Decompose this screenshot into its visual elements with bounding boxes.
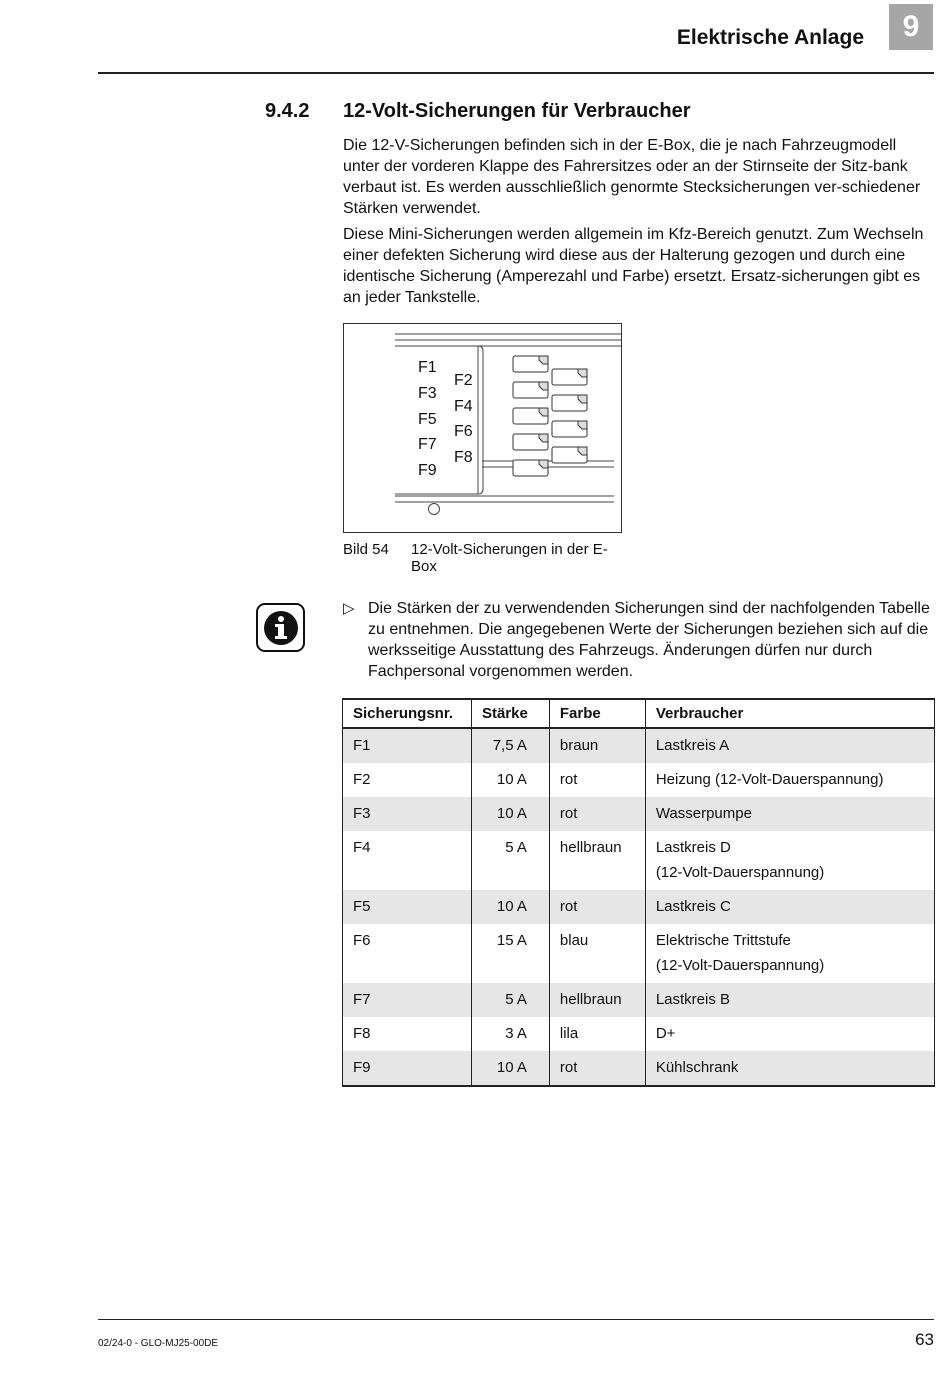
fuse-slot	[552, 421, 587, 437]
section-title: 12-Volt-Sicherungen für Verbraucher	[343, 100, 691, 122]
column-header-color: Farbe	[549, 699, 645, 728]
fuse-amperage-cell: 10 A	[471, 763, 549, 797]
table-row	[343, 983, 935, 1017]
fuse-label-f2: F2	[454, 372, 473, 389]
table-row	[343, 797, 935, 831]
fuse-color-cell: braun	[549, 728, 645, 763]
info-icon	[256, 603, 305, 652]
consumer-text: Wasserpumpe	[655, 805, 752, 822]
footer-rule	[98, 1319, 934, 1320]
fuse-amperage-cell: 7,5 A	[471, 728, 549, 763]
table-row	[343, 763, 935, 797]
fuse-slot	[552, 447, 587, 463]
fuse-box-figure	[343, 323, 622, 533]
fuse-number-cell: F9	[343, 1051, 472, 1086]
column-header-consumer: Verbraucher	[645, 699, 934, 728]
header-rule	[98, 72, 934, 74]
fuse-slot	[513, 408, 548, 424]
fuse-amperage-cell: 15 A	[471, 924, 549, 983]
consumer-text: Lastkreis D	[655, 839, 731, 856]
column-header-nr: Sicherungsnr.	[343, 699, 472, 728]
fuse-color-cell: blau	[549, 924, 645, 983]
fuse-color-cell: hellbraun	[549, 983, 645, 1017]
fuse-label-f7: F7	[418, 436, 437, 453]
table-row	[343, 924, 935, 983]
fuse-slots-left	[513, 356, 548, 476]
fuse-number-cell: F1	[343, 728, 472, 763]
chapter-number-badge: 9	[889, 4, 933, 50]
fuse-label-f9: F9	[418, 462, 437, 479]
consumer-note: (12-Volt-Dauerspannung)	[655, 957, 825, 974]
document-code: 02/24-0 - GLO-MJ25-00DE	[98, 1338, 219, 1349]
fuse-consumer-cell	[645, 728, 934, 763]
table-row	[343, 728, 935, 763]
fuse-consumer-cell	[645, 1017, 934, 1051]
page-number: 63	[915, 1330, 934, 1349]
fuse-color-cell: rot	[549, 890, 645, 924]
fuse-color-cell: rot	[549, 1051, 645, 1086]
fuse-consumer-cell	[645, 1051, 934, 1086]
consumer-text: D+	[655, 1025, 676, 1042]
consumer-text: Elektrische Trittstufe	[655, 932, 791, 949]
table-header-row	[343, 699, 935, 728]
fuse-slot	[513, 356, 548, 372]
mini-fuse-paragraph: Diese Mini-Sicherungen werden allgemein im Kfz-Bereich genutzt. Zum Wechseln einer defekten Sicherung wird diese aus der Halterung gezogen und durch eine identische Sicherung (Amperezahl und Farbe) ersetzt. Ersatz-sicherungen gibt es an jeder Tankstelle.	[343, 226, 924, 306]
fuse-slot	[513, 460, 548, 476]
fuse-table	[342, 698, 935, 1087]
fuse-color-cell: lila	[549, 1017, 645, 1051]
fuse-number-cell: F4	[343, 831, 472, 890]
fuse-color-cell: rot	[549, 763, 645, 797]
intro-paragraph: Die 12-V-Sicherungen befinden sich in der E-Box, die je nach Fahrzeugmodell unter der vorderen Klappe des Fahrersitzes oder an der Stirnseite der Sitz-bank verbaut ist. Es werden ausschließlich genormte Stecksicherungen ver-schiedener Stärken verwendet.	[343, 137, 921, 217]
consumer-text: Heizung (12-Volt-Dauerspannung)	[655, 771, 884, 788]
fuse-label-f3: F3	[418, 385, 437, 402]
consumer-text: Lastkreis B	[655, 991, 731, 1008]
fuse-slot	[513, 382, 548, 398]
fuse-amperage-cell: 10 A	[471, 890, 549, 924]
fuse-amperage-cell: 3 A	[471, 1017, 549, 1051]
figure-caption-label: Bild 54	[343, 541, 389, 558]
fuse-color-cell: rot	[549, 797, 645, 831]
fuse-amperage-cell: 10 A	[471, 1051, 549, 1086]
note-text: Die Stärken der zu verwendenden Sicherungen sind der nachfolgenden Tabelle zu entnehmen. Die angegebenen Werte der Sicherungen beziehen sich auf die werksseitige Ausstattung des Fahrzeugs. Änderungen dürfen nur durch Fachpersonal vorgenommen werden.	[368, 600, 930, 680]
fuse-label-f4: F4	[454, 398, 473, 415]
fuse-amperage-cell: 10 A	[471, 797, 549, 831]
fuse-label-f1: F1	[418, 359, 437, 376]
section-number: 9.4.2	[265, 100, 310, 122]
consumer-note: (12-Volt-Dauerspannung)	[655, 864, 825, 881]
fuse-amperage-cell: 5 A	[471, 983, 549, 1017]
fuse-consumer-cell	[645, 890, 934, 924]
table-row	[343, 890, 935, 924]
fuse-consumer-cell	[645, 831, 934, 890]
fuse-label-f8: F8	[454, 449, 473, 466]
fuse-number-cell: F6	[343, 924, 472, 983]
fuse-number-cell: F8	[343, 1017, 472, 1051]
figure-caption-text: 12-Volt-Sicherungen in der E-Box	[411, 541, 608, 575]
consumer-text: Lastkreis C	[655, 898, 731, 915]
fuse-box-drawing	[344, 324, 621, 532]
fuse-label-f6: F6	[454, 423, 473, 440]
note-triangle-marker: ▷	[343, 600, 355, 617]
fuse-consumer-cell	[645, 924, 934, 983]
fuse-consumer-cell	[645, 983, 934, 1017]
fuse-slots-right	[552, 369, 587, 463]
fuse-consumer-cell	[645, 797, 934, 831]
fuse-number-cell: F5	[343, 890, 472, 924]
column-header-amp: Stärke	[471, 699, 549, 728]
consumer-text: Kühlschrank	[655, 1059, 739, 1076]
consumer-text: Lastkreis A	[655, 737, 730, 754]
fuse-number-cell: F3	[343, 797, 472, 831]
fuse-amperage-cell: 5 A	[471, 831, 549, 890]
fuse-number-cell: F7	[343, 983, 472, 1017]
table-row	[343, 831, 935, 890]
fuse-slot	[552, 369, 587, 385]
table-row	[343, 1017, 935, 1051]
fuse-label-f5: F5	[418, 411, 437, 428]
fuse-slot	[552, 395, 587, 411]
chapter-title: Elektrische Anlage	[676, 26, 864, 49]
fuse-consumer-cell	[645, 763, 934, 797]
fuse-slot	[513, 434, 548, 450]
table-row	[343, 1051, 935, 1086]
fuse-color-cell: hellbraun	[549, 831, 645, 890]
fuse-number-cell: F2	[343, 763, 472, 797]
